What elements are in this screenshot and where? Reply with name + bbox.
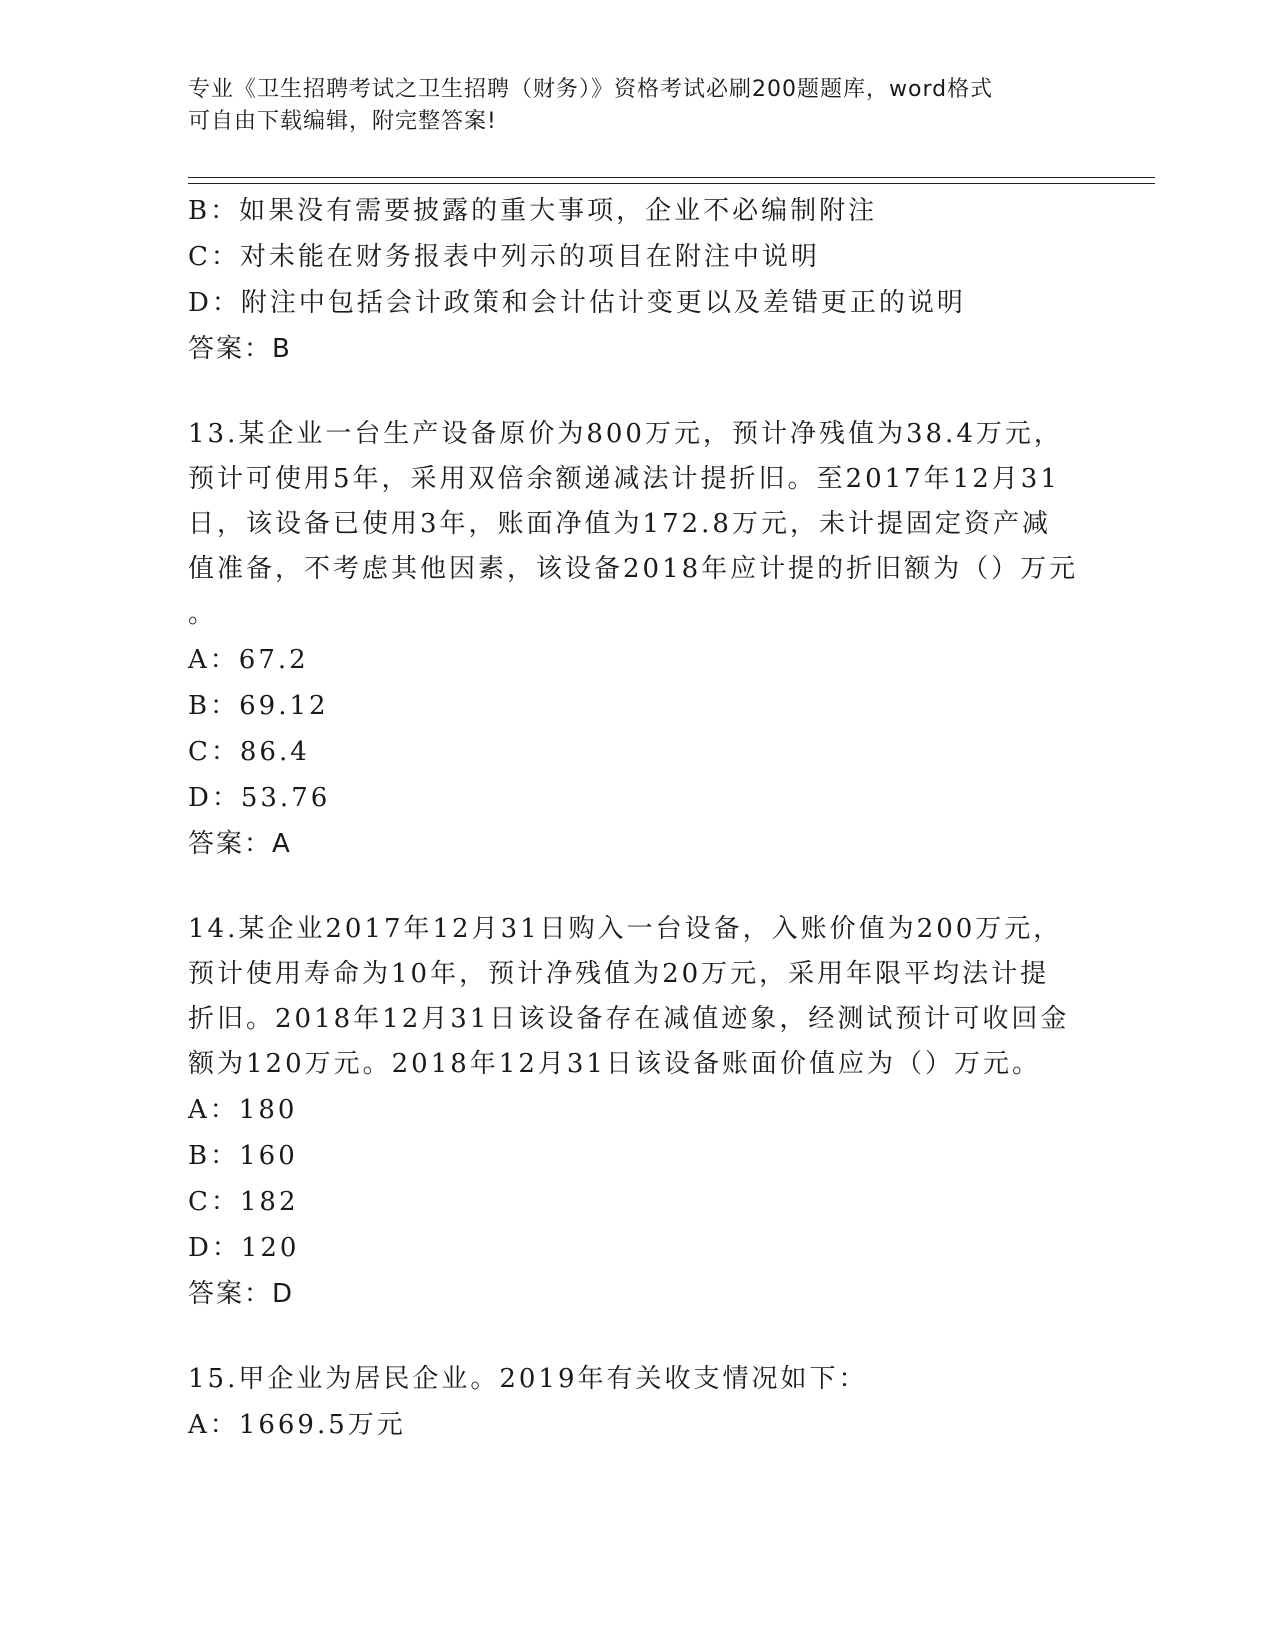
q13-stem-line-4: 值准备，不考虑其他因素，该设备2018年应计提的折旧额为（）万元 xyxy=(188,554,1079,584)
q15-option-a: A：1669.5万元 xyxy=(188,1410,406,1440)
question-13-block xyxy=(188,412,1088,867)
spacer xyxy=(188,867,1088,907)
q13-option-a: A：67.2 xyxy=(188,645,309,675)
q13-stem-line-3: 日，该设备已使用3年，账面净值为172.8万元，未计提固定资产减 xyxy=(188,509,1051,539)
q14-option-d: D：120 xyxy=(188,1233,300,1263)
q14-stem-line-2: 预计使用寿命为10年，预计净残值为20万元，采用年限平均法计提 xyxy=(188,959,1050,989)
q12-option-b: B：如果没有需要披露的重大事项，企业不必编制附注 xyxy=(188,196,878,226)
q15-stem-line-1: 15.甲企业为居民企业。2019年有关收支情况如下： xyxy=(188,1364,868,1394)
spacer xyxy=(188,1317,1088,1357)
document-header xyxy=(188,74,1068,138)
q14-stem-line-1: 14.某企业2017年12月31日购入一台设备，入账价值为200万元， xyxy=(188,914,1063,944)
header-divider-bottom xyxy=(188,183,1155,184)
question-15-block xyxy=(188,1357,1088,1448)
q14-option-c: C：182 xyxy=(188,1187,299,1217)
q13-option-d: D：53.76 xyxy=(188,783,331,813)
q14-option-a: A：180 xyxy=(188,1095,298,1125)
q12-answer: 答案：B xyxy=(188,334,292,364)
q12-option-d: D：附注中包括会计政策和会计估计变更以及差错更正的说明 xyxy=(188,288,966,318)
q13-option-b: B：69.12 xyxy=(188,691,329,721)
question-12-block xyxy=(188,188,1088,372)
q14-stem-line-4: 额为120万元。2018年12月31日该设备账面价值应为（）万元。 xyxy=(188,1049,1041,1079)
q14-option-b: B：160 xyxy=(188,1141,298,1171)
question-content xyxy=(188,188,1088,1448)
header-title-line-1: 专业《卫生招聘考试之卫生招聘（财务）》资格考试必刷200题题库，word格式 xyxy=(188,77,994,102)
header-divider-top xyxy=(188,177,1155,178)
q13-stem-line-1: 13.某企业一台生产设备原价为800万元，预计净残值为38.4万元， xyxy=(188,419,1063,449)
q13-stem-line-5: 。 xyxy=(188,599,218,629)
question-14-block xyxy=(188,907,1088,1317)
q14-stem-line-3: 折旧。2018年12月31日该设备存在减值迹象，经测试预计可收回金 xyxy=(188,1004,1070,1034)
q13-answer: 答案：A xyxy=(188,829,292,859)
spacer xyxy=(188,372,1088,412)
q13-option-c: C：86.4 xyxy=(188,737,310,767)
q12-option-c: C：对未能在财务报表中列示的项目在附注中说明 xyxy=(188,242,820,272)
header-title-line-2: 可自由下载编辑，附完整答案! xyxy=(188,109,497,134)
q13-stem-line-2: 预计可使用5年，采用双倍余额递减法计提折旧。至2017年12月31 xyxy=(188,464,1060,494)
q14-answer: 答案：D xyxy=(188,1279,295,1309)
